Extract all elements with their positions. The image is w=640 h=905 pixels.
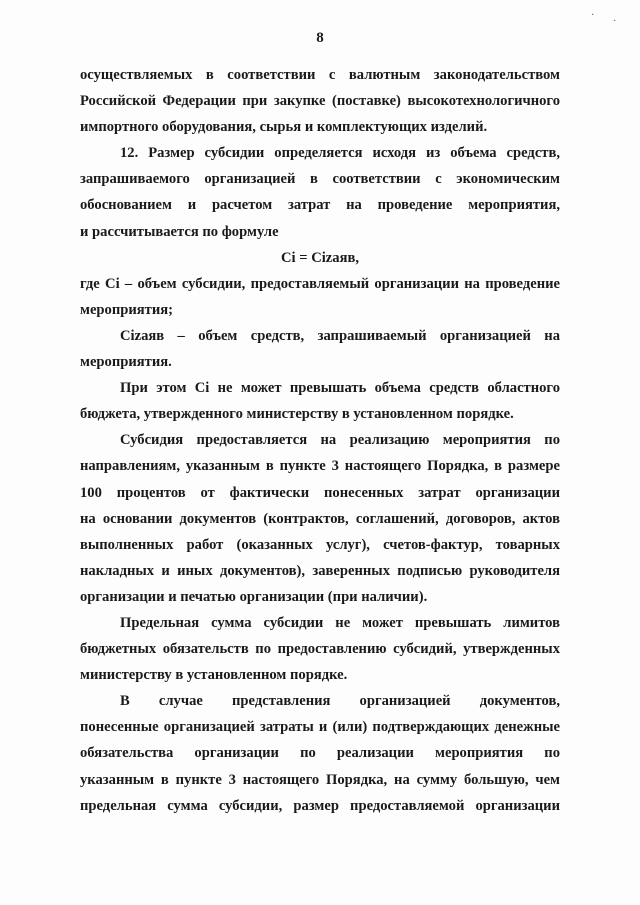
document-body	[80, 62, 560, 819]
text-line: запрашиваемого организацией в соответствии с экономическим	[80, 171, 560, 188]
paragraph	[80, 62, 560, 140]
text-line: понесенные организацией затраты и (или) подтверждающих денежные	[80, 719, 560, 736]
text-line: бюджетных обязательств по предоставлению субсидий, утвержденных	[80, 641, 560, 658]
text-line: и рассчитывается по формуле	[80, 223, 279, 240]
paragraph	[80, 375, 560, 427]
text-line: При этом Ci не может превышать объема средств областного	[120, 380, 560, 397]
paragraph	[80, 610, 560, 688]
text-line: указанным в пункте 3 настоящего Порядка, на сумму большую, чем	[80, 771, 560, 788]
paragraph	[80, 323, 560, 375]
text-line: Ci = Сizаяв,	[281, 249, 359, 266]
scan-mark-dot: ·	[613, 16, 617, 27]
text-line: мероприятия.	[80, 354, 172, 371]
text-line: Субсидия предоставляется на реализацию мероприятия по	[120, 432, 560, 449]
text-line: импортного оборудования, сырья и комплектующих изделий.	[80, 119, 488, 136]
formula	[80, 245, 560, 271]
text-line: министерству в установленном порядке.	[80, 667, 348, 684]
text-line: мероприятия;	[80, 301, 173, 318]
text-line: Сizаяв – объем средств, запрашиваемый организацией на	[120, 327, 560, 344]
text-line: где Ci – объем субсидии, предоставляемый организации на проведение	[80, 275, 560, 292]
text-line: Российской Федерации при закупке (поставке) высокотехнологичного	[80, 93, 560, 110]
paragraph	[80, 427, 560, 610]
paragraph	[80, 140, 560, 244]
text-line: Предельная сумма субсидии не может превышать лимитов	[120, 614, 560, 631]
text-line: 12. Размер субсидии определяется исходя из объема средств,	[120, 145, 560, 162]
paragraph	[80, 688, 560, 818]
paragraph	[80, 271, 560, 323]
text-line: бюджета, утвержденного министерству в установленном порядке.	[80, 406, 514, 423]
page-number: 8	[316, 30, 324, 46]
text-line: осуществляемых в соответствии с валютным законодательством	[80, 67, 560, 83]
text-line: направлениям, указанным в пункте 3 настоящего Порядка, в размере	[80, 458, 560, 475]
text-line: обоснованием и расчетом затрат на проведение мероприятия,	[80, 197, 560, 214]
text-line: накладных и иных документов), заверенных подписью руководителя	[80, 562, 560, 579]
text-line: организации и печатью организации (при наличии).	[80, 588, 428, 605]
text-line: выполненных работ (оказанных услуг), счетов-фактур, товарных	[80, 536, 560, 553]
text-line: на основании документов (контрактов, соглашений, договоров, актов	[80, 510, 560, 527]
scan-mark-dot: ·	[591, 10, 595, 21]
text-line: обязательства организации по реализации мероприятия по	[80, 745, 560, 762]
text-line: предельная сумма субсидии, размер предоставляемой организации	[80, 797, 560, 814]
text-line: 100 процентов от фактически понесенных затрат организации	[80, 484, 560, 501]
text-line: В случае представления организацией документов,	[120, 693, 560, 710]
